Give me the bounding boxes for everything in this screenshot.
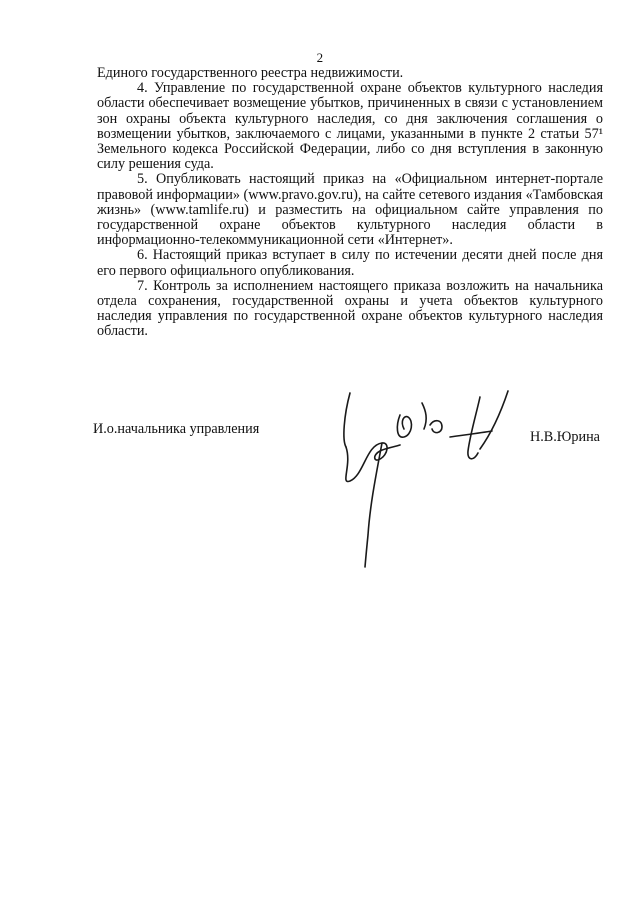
- handwritten-signature: [330, 385, 540, 575]
- paragraph-item-6: 6. Настоящий приказ вступает в силу по истечении десяти дней после дня его первого официального опубликования.: [97, 247, 603, 279]
- signer-title: И.о.начальника управления: [93, 421, 260, 437]
- paragraph-item-4: 4. Управление по государственной охране объектов культурного наследия области обеспечивает возмещение убытков, причиненных в связи с установлением зон охраны объекта культурного наследия, со дня заключения соглашения о возмещении убытков, заключаемого с лицами, указанными в пункте 2 статьи 57¹ Земельного кодекса Российской Федерации, либо со дня вступления в законную силу решения суда.: [97, 80, 603, 173]
- signature-icon: [330, 385, 540, 575]
- paragraph-item-7: 7. Контроль за исполнением настоящего приказа возложить на начальника отдела сохранения, государственной охраны и учета объектов культурного наследия управления по государственной охране объектов культурного наследия области.: [97, 277, 603, 340]
- paragraph-item-5: 5. Опубликовать настоящий приказ на «Официальном интернет-портале правовой информации» (www.pravo.gov.ru), на сайте сетевого издания «Тамбовская жизнь» (www.tamlife.ru) и разместить на официальном сайте управления по государственной охране объектов культурного наследия области в информационно-телекоммуникационной сети «Интернет».: [97, 171, 603, 249]
- paragraph-continuation: Единого государственного реестра недвижимости.: [97, 65, 404, 81]
- page-number: 2: [316, 50, 324, 65]
- signer-name: Н.В.Юрина: [530, 429, 600, 445]
- document-body: [97, 66, 603, 340]
